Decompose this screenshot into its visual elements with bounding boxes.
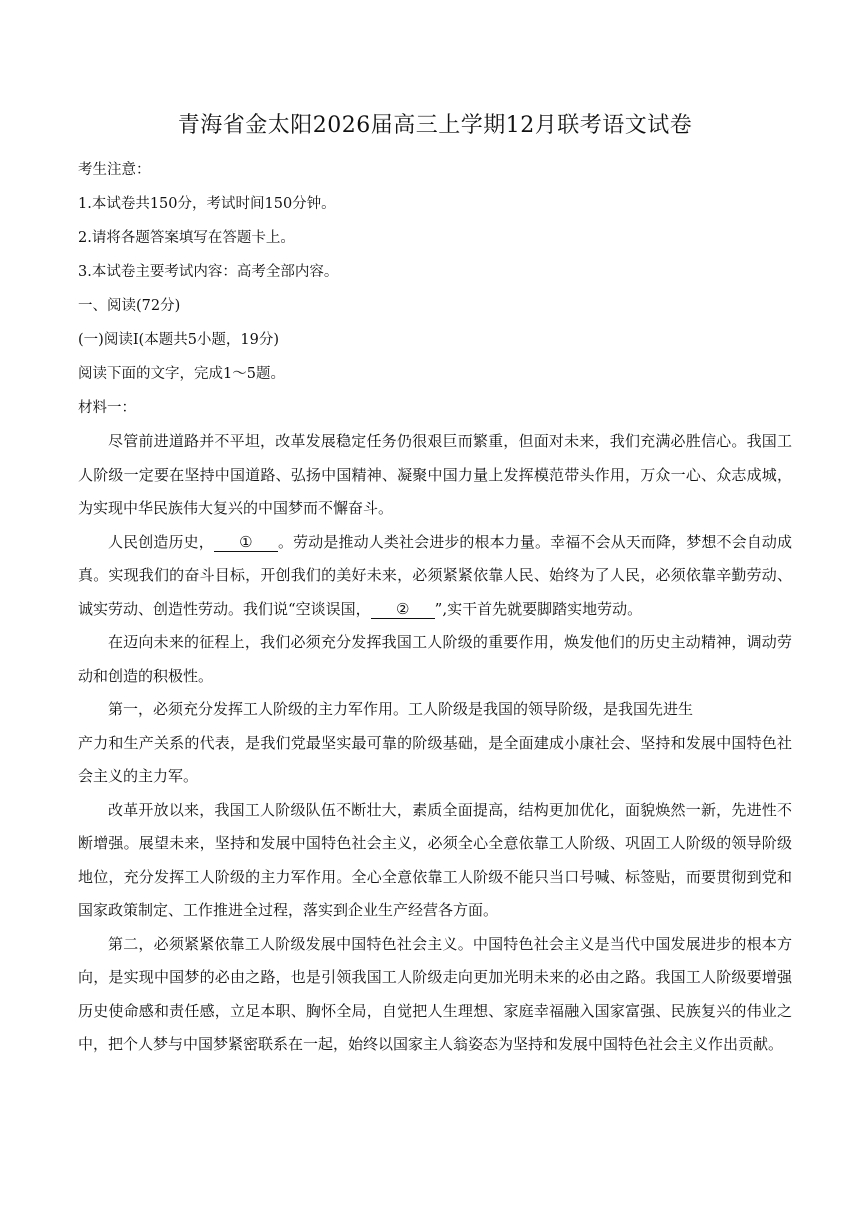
notice-item-2: 2.请将各题答案填写在答题卡上。 <box>78 230 295 246</box>
paragraph-5: 改革开放以来，我国工人阶级队伍不断壮大，素质全面提高，结构更加优化，面貌焕然一新，先进性不断增强。展望未来，坚持和发展中国特色社会主义，必须全心全意依靠工人阶级、巩固工人阶级的领导阶级地位，充分发挥工人阶级的主力军作用。全心全意依靠工人阶级不能只当口号喊、标签贴，而要贯彻到党和国家政策制定、工作推进全过程，落实到企业生产经营各方面。 <box>78 800 792 919</box>
paragraph-4-line-1: 第一，必须充分发挥工人阶级的主力军作用。工人阶级是我国的领导阶级，是我国先进生 <box>108 700 694 718</box>
section-subheading: (一)阅读I(本题共5小题，19分) <box>78 332 280 348</box>
paragraph-2 <box>78 526 792 627</box>
material-label: 材料一： <box>78 400 136 416</box>
paragraph-1: 尽管前进道路并不平坦，改革发展稳定任务仍很艰巨而繁重，但面对未来，我们充满必胜信心。我国工人阶级一定要在坚持中国道路、弘扬中国精神、凝聚中国力量上发挥模范带头作用，万众一心、众志成城，为实现中华民族伟大复兴的中国梦而不懈奋斗。 <box>78 432 792 517</box>
section-instruction: 阅读下面的文字，完成1～5题。 <box>78 366 285 382</box>
paragraph-3: 在迈向未来的征程上，我们必须充分发挥我国工人阶级的重要作用，焕发他们的历史主动精神，调动劳动和创造的积极性。 <box>78 633 792 685</box>
fill-blank-2: ② <box>371 600 435 619</box>
notice-item-1: 1.本试卷共150分，考试时间150分钟。 <box>78 196 336 212</box>
paragraph-6: 第二，必须紧紧依靠工人阶级发展中国特色社会主义。中国特色社会主义是当代中国发展进步的根本方向，是实现中国梦的必由之路，也是引领我国工人阶级走向更加光明未来的必由之路。我国工人阶级要增强历史使命感和责任感，立足本职、胸怀全局，自觉把人生理想、家庭幸福融入国家富强、民族复兴的伟业之中，把个人梦与中国梦紧密联系在一起，始终以国家主人翁姿态为坚持和发展中国特色社会主义作出贡献。 <box>78 934 792 1053</box>
paragraph-4-continued: 产力和生产关系的代表，是我们党最坚实最可靠的阶级基础，是全面建成小康社会、坚持和发展中国特色社会主义的主力军。 <box>78 733 792 785</box>
paragraph-2-part-b: 。劳动是推动人类社会进步的根本力量。幸福不会从天而降，梦想不会自动成真。实现我们的奋斗目标，开创我们的美好未来，必须紧紧依靠人民、始终为了人民，必须依靠辛勤劳动、诚实劳动、创造性劳动。我们说“空谈误国， <box>78 532 792 618</box>
paragraph-2-part-a: 人民创造历史， <box>108 532 214 551</box>
paragraph-2-part-c: ”,实干首先就要脚踏实地劳动。 <box>434 599 643 618</box>
fill-blank-1: ① <box>214 533 278 552</box>
section-heading: 一、阅读(72分) <box>78 298 181 314</box>
page-title: 青海省金太阳2026届高三上学期12月联考语文试卷 <box>177 113 693 138</box>
notice-heading: 考生注意： <box>78 162 151 178</box>
notice-item-3: 3.本试卷主要考试内容：高考全部内容。 <box>78 264 339 280</box>
